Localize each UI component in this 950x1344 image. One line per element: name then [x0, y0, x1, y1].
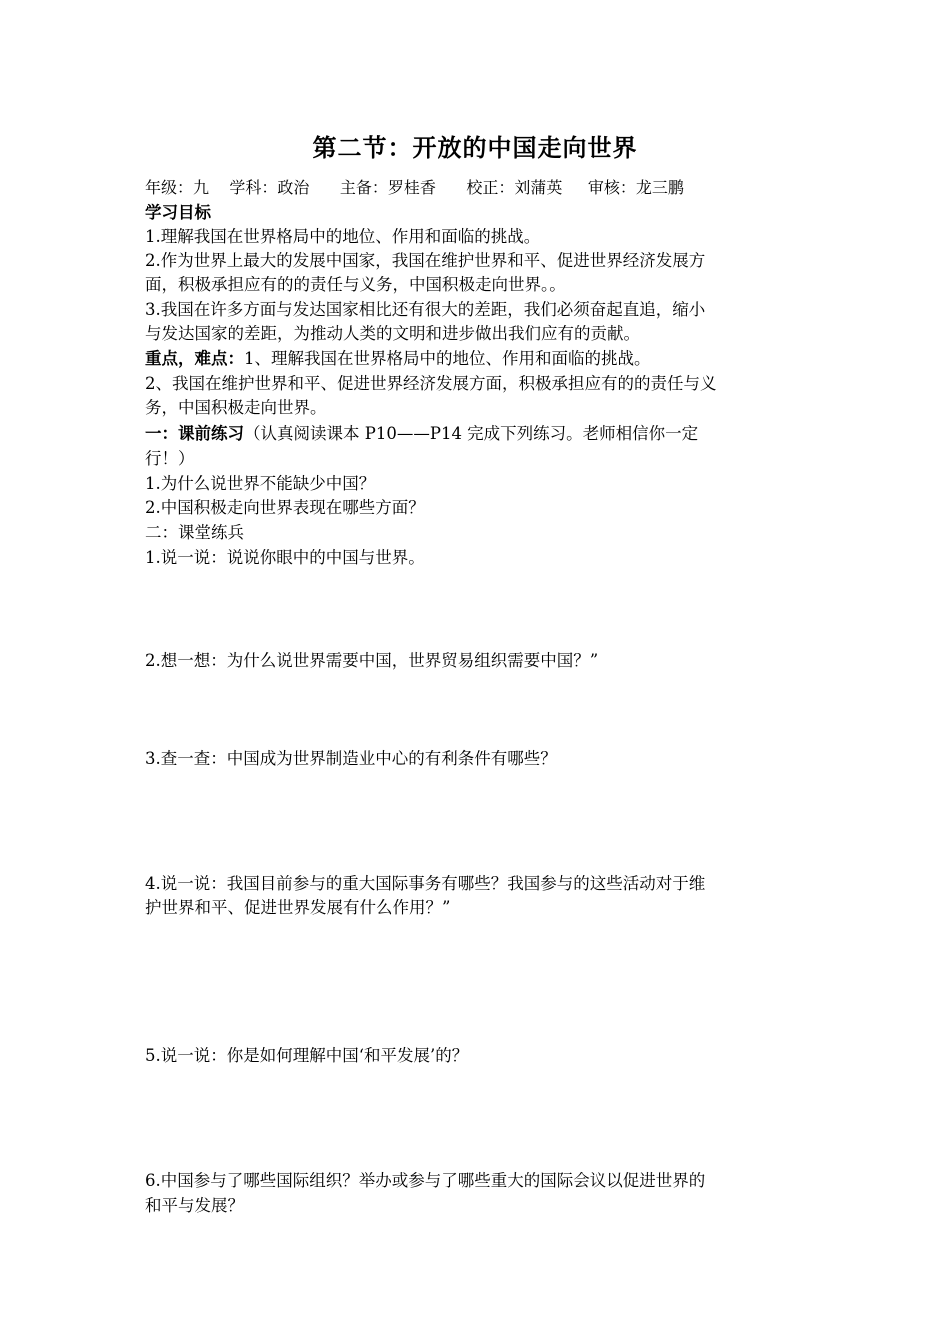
- class-question-5: 5.说一说：你是如何理解中国‘和平发展’的？: [145, 1046, 469, 1065]
- class-practice-heading: 二：课堂练兵: [145, 523, 244, 542]
- goal-3-line-1: 3.我国在许多方面与发达国家相比还有很大的差距，我们必须奋起直追，缩小: [145, 300, 706, 319]
- key-point-2-line-2: 务，中国积极走向世界。: [145, 398, 327, 417]
- pre-class-note-end: 行！）: [145, 449, 195, 468]
- pre-class-label: 一：课前练习: [145, 424, 244, 443]
- class-question-1: 1.说一说：说说你眼中的中国与世界。: [145, 548, 425, 567]
- meta-review: 审核：龙三鹏: [587, 178, 684, 197]
- pre-question-2: 2.中国积极走向世界表现在哪些方面？: [145, 498, 425, 517]
- page-title: 第二节：开放的中国走向世界: [312, 133, 638, 162]
- meta-line: [145, 177, 684, 199]
- goals-heading: 学习目标: [145, 203, 211, 222]
- class-question-6-line-2: 和平与发展？: [145, 1196, 244, 1215]
- goal-1: 1.理解我国在世界格局中的地位、作用和面临的挑战。: [145, 227, 541, 246]
- class-question-6-line-1: 6.中国参与了哪些国际组织？举办或参与了哪些重大的国际会议以促进世界的: [145, 1171, 706, 1190]
- meta-proof: 校正：刘蒲英: [466, 178, 563, 197]
- key-points-label: 重点，难点：: [145, 349, 244, 368]
- goal-3-line-2: 与发达国家的差距，为推动人类的文明和进步做出我们应有的贡献。: [145, 324, 640, 343]
- pre-class-line-1: [145, 423, 810, 445]
- key-point-2-line-1: 2、我国在维护世界和平、促进世界经济发展方面，积极承担应有的的责任与义: [145, 374, 717, 393]
- pre-class-note: （认真阅读课本 P10——P14 完成下列练习。老师相信你一定: [244, 424, 699, 443]
- goal-2-line-1: 2.作为世界上最大的发展中国家，我国在维护世界和平、促进世界经济发展方: [145, 251, 706, 270]
- meta-grade: 年级：九: [145, 178, 210, 197]
- goal-2-line-2: 面，积极承担应有的的责任与义务，中国积极走向世界。。: [145, 275, 566, 294]
- class-question-2: 2.想一想：为什么说世界需要中国，世界贸易组织需要中国？”: [145, 651, 599, 670]
- key-point-1: 1、理解我国在世界格局中的地位、作用和面临的挑战。: [244, 349, 651, 368]
- class-question-3: 3.查一查：中国成为世界制造业中心的有利条件有哪些？: [145, 749, 557, 768]
- key-points-line-1: [145, 348, 810, 370]
- meta-lead: 主备：罗桂香: [339, 178, 436, 197]
- pre-question-1: 1.为什么说世界不能缺少中国？: [145, 474, 376, 493]
- class-question-4-line-2: 护世界和平、促进世界发展有什么作用？”: [145, 898, 451, 917]
- class-question-4-line-1: 4.说一说：我国目前参与的重大国际事务有哪些？我国参与的这些活动对于维: [145, 874, 706, 893]
- meta-subject: 学科：政治: [229, 178, 310, 197]
